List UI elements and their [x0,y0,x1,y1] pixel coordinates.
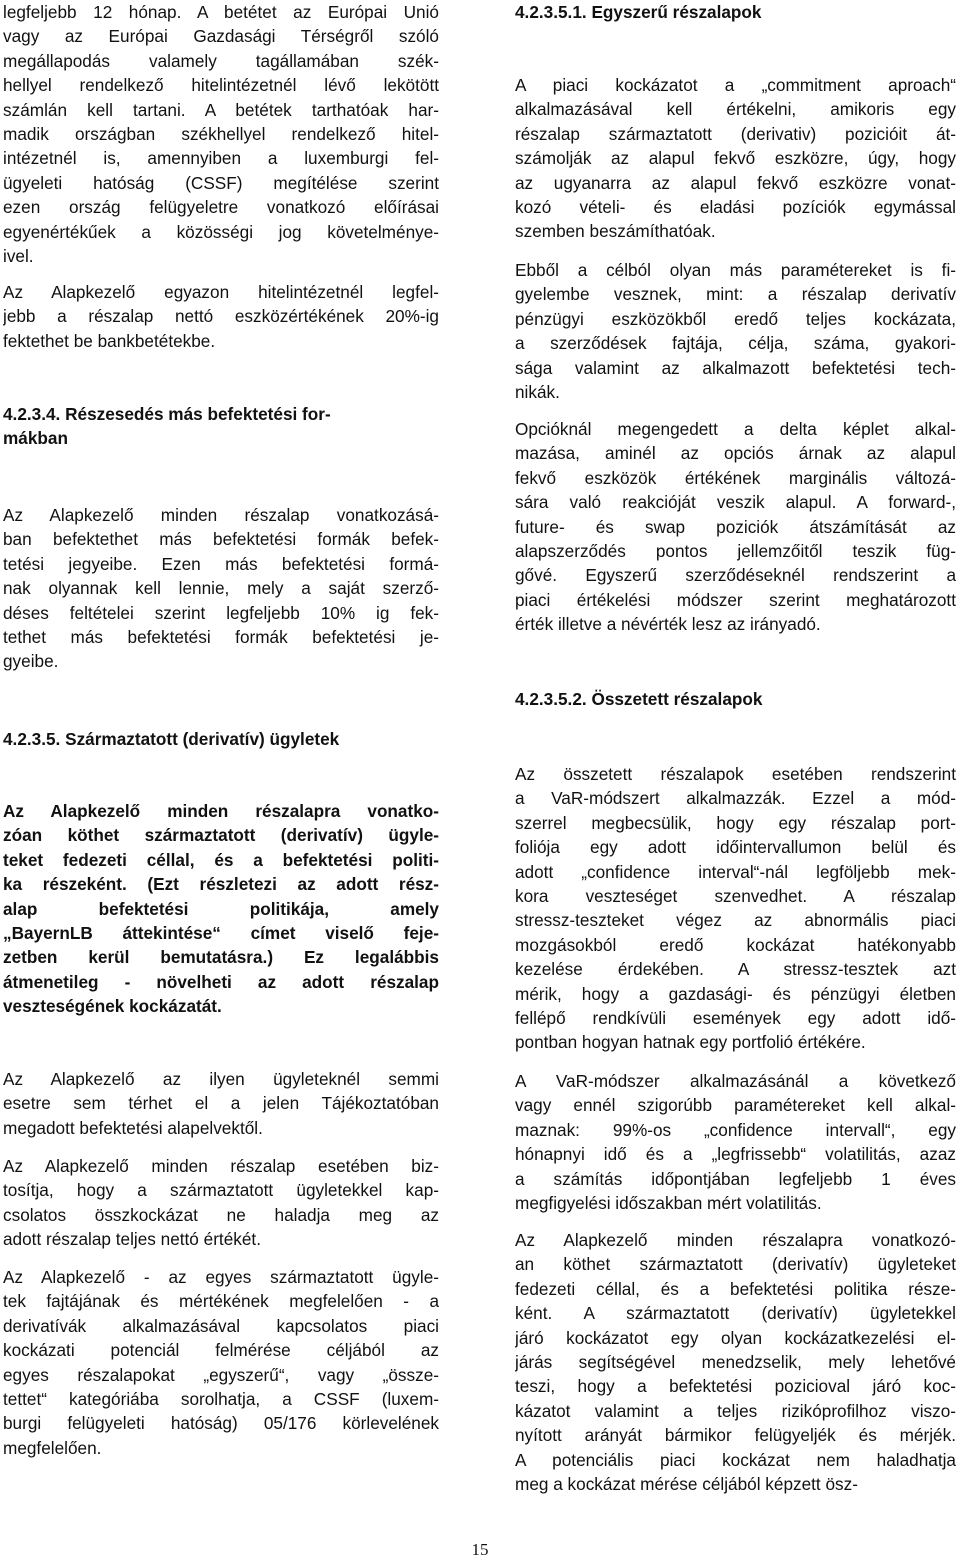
text-line: tetési jegyeibe. Ezen más befektetési formá- [3,553,439,574]
text-line: Az Alapkezelő minden részalapra vonatkozó- [515,1230,956,1250]
text-line: future- és swap poziciók átszámítását az [515,516,956,537]
heading-4-2-3-5 [3,727,439,751]
text-line: 4.2.3.5.2. Összetett részalapok [515,689,763,709]
text-line: A VaR-módszer alkalmazásánál a következő [515,1071,956,1091]
text-line: a VaR-módszert alkalmazzák. Ezzel a mód- [515,788,956,809]
text-line: fedezeti céllal, és a befektetési politika része- [515,1278,956,1299]
text-line: átmenetileg - növelheti az adott részalap [3,971,439,992]
paragraph-derivatives-bold [3,799,439,1019]
text-line: gyeibe. [3,651,59,672]
text-line: egyes részalapokat „egyszerű“, vagy „össze- [3,1364,439,1385]
text-line: foliója egy adott időintervallumon belül és [515,837,956,858]
paragraph-investment-principles [3,1067,439,1140]
text-line: kázatot valamint a teljes rizikóprofilhoz viszo- [515,1400,956,1421]
text-line: Az Alapkezelő az ilyen ügyleteknél semmi [3,1069,439,1089]
text-line: A potenciális piaci kockázat nem haladhatja [515,1449,956,1470]
text-line: déses feltételei szerint legfeljebb 10% ig fek- [3,602,439,623]
text-line: jebb a részalap nettó eszközértékének 20%-ig [3,306,439,327]
text-line: hónapnyi idő és a „legfrissebb“ volatilitás, azaz [515,1144,956,1165]
text-line: Az Alapkezelő - az egyes származtatott ügyle- [3,1267,439,1287]
text-line: „BayernLB áttekintése“ címet viselő feje- [3,922,439,943]
text-line: adott részalap teljes nettó értékét. [3,1229,261,1250]
text-line: an köthet származtatott (derivatív) ügyleteket [515,1254,956,1275]
text-line: maznak: 99%-os „confidence intervall“, egy [515,1119,956,1140]
text-line: mozgásokból eredő kockázat hatékonyabb [515,934,956,955]
text-line: ügyeleti hatóság (CSSF) megítélése szerint [3,172,439,193]
text-line: vagy ennél szigorúbb paramétereket kell alkal- [515,1095,956,1116]
paragraph-risk-management [515,1228,956,1496]
text-line: tek fajtájának és mértékének megfelelően - a [3,1291,439,1312]
text-line: 4.2.3.5.1. Egyszerű részalapok [515,2,762,22]
paragraph-parameters [515,258,956,404]
text-line: Az Alapkezelő egyazon hitelintézetnél legfel- [3,282,439,302]
paragraph-risk-categories [3,1265,439,1460]
paragraph-total-exposure [3,1154,439,1252]
text-line: mérik, hogy a gazdasági- és pénzügyi életben [515,983,956,1004]
text-line: egyenértékűek a közösségi jog követelménye- [3,221,439,242]
paragraph-deposits [3,0,439,268]
text-line: megállapodás valamely tagállamában szék- [3,50,439,71]
text-line: Opcióknál megengedett a delta képlet alkal- [515,419,956,439]
text-line: mazása, aminél az opciós árnak az alapul [515,443,956,464]
text-line: megfelelően. [3,1437,102,1458]
text-line: nak olyannak kell lennie, mely a saját szerző- [3,578,439,599]
heading-4-2-3-4 [3,402,439,451]
text-line: 4.2.3.4. Részesedés más befektetési for- [3,404,331,424]
text-line: zetben kerül bemutatásra.) Ez legalábbis [3,947,439,968]
text-line: Az Alapkezelő minden részalap esetében biz- [3,1156,439,1176]
paragraph-var-method [515,762,956,1055]
paragraph-var-parameters [515,1069,956,1215]
text-line: járás segítségével menedzselik, mely lehetővé [515,1351,956,1372]
text-line: zóan köthet származtatott (derivatív) ügyle- [3,825,439,846]
page-number: 15 [471,1540,489,1559]
text-line: tethet más befektetési formák befektetési je- [3,626,439,647]
text-line: ezen ország felügyeletre vonatkozó előírásai [3,197,439,218]
text-line: megfigyelési időszakban mért volatilitás. [515,1192,822,1213]
text-line: tosítja, hogy a származtatott ügyletekkel kap- [3,1180,439,1201]
text-line: sága valamint az alkalmazott befektetési tech- [515,357,956,378]
paragraph-commitment-approach [515,73,956,244]
text-line: ban befektethet más befektetési formák befek- [3,529,439,550]
text-line: a számítás időpontjában legfeljebb 1 éves [515,1168,956,1189]
text-line: szemben beszámíthatóak. [515,221,716,242]
text-line: derivatívák alkalmazásával kapcsolatos piaci [3,1315,439,1336]
text-line: intézetnél is, amennyiben a luxemburgi fel- [3,148,439,169]
text-line: megadott befektetési alapelvektől. [3,1117,263,1138]
text-line: a szerződések fajtája, célja, száma, gyakori- [515,333,956,354]
text-line: teszi, hogy a befektetési pozicioval járó koc- [515,1376,956,1397]
paragraph-deposit-limit [3,280,439,353]
text-line: Az összetett részalapok esetében rendszerint [515,764,956,784]
text-line: szerrel megbecsülik, hogy egy részalap port- [515,812,956,833]
text-line: pénzügyi eszközökből eredő teljes kockázata, [515,308,956,329]
text-line: legfeljebb 12 hónap. A betétet az Európai Unió [3,2,439,22]
text-line: alapszerződés pontos jellemzőitől teszik füg- [515,540,956,561]
text-line: gővé. Egyszerű szerződéseknél rendszerint a [515,565,956,586]
text-line: tettet“ kategóriába sorolhatja, a CSSF (luxem- [3,1388,439,1409]
text-line: piaci értékelési módszer szerint meghatározott [515,589,956,610]
text-line: adott „confidence interval“-nál legföljebb mek- [515,861,956,882]
text-line: hellyel rendelkező hitelintézetnél lévő lekötött [3,75,439,96]
text-line: részalap származtatott (derivativ) pozicióit át- [515,123,956,144]
text-line: fellépő rendkívüli események egy adott idő- [515,1007,956,1028]
text-line: ivel. [3,245,34,266]
text-line: sára való reakcióját veszik alapul. A forward-, [515,492,956,513]
text-line: számlán kell tartani. A betétek tarthatóak har- [3,99,439,120]
paragraph-other-investment-forms [3,503,439,674]
text-line: fekvő eszközök értékének marginális változá- [515,467,956,488]
text-line: ka részeként. (Ezt részletezi az adott rész- [3,874,439,895]
text-line: nikák. [515,381,560,402]
text-line: mákban [3,428,68,449]
text-line: az ugyanarra az alapul fekvő eszközre vonat- [515,172,956,193]
text-line: ként. A származtatott (derivatív) ügyletekkel [515,1303,956,1324]
text-line: alap befektetési politikája, amely [3,898,439,919]
text-line: esetre sem térhet el a jelen Tájékoztatóban [3,1093,439,1114]
heading-4-2-3-5-2 [515,687,956,711]
text-line: kora veszteséget szenvedhet. A részalap [515,885,956,906]
text-line: meg a kockázat mérése céljából képzett ösz- [515,1473,858,1494]
text-line: A piaci kockázatot a „commitment aproach“ [515,75,956,95]
text-line: Ebből a célból olyan más paramétereket is fi- [515,260,956,280]
text-line: stressz-teszteket végez az abnormális piaci [515,910,956,931]
text-line: kockázati potenciál felmérése céljából az [3,1340,439,1361]
text-line: számolják az alapul fekvő eszközre, úgy, hogy [515,148,956,169]
text-line: gyelembe vesznek, mint: a részalap derivatív [515,284,956,305]
text-line: érték illetve a névérték lesz az irányadó. [515,614,821,635]
text-line: nyított arányát bármikor felügyeljék és mérjék. [515,1425,956,1446]
text-line: fektethet be bankbetétekbe. [3,330,216,351]
text-line: Az Alapkezelő minden részalap vonatkozásá- [3,505,439,525]
text-line: kozó vételi- és eladási pozíciók egymással [515,196,956,217]
text-line: pontban hogyan hatnak egy portfolió értékére. [515,1032,866,1053]
text-line: veszteségének kockázatát. [3,996,222,1017]
text-line: Az Alapkezelő minden részalapra vonatko- [3,801,439,821]
text-line: 4.2.3.5. Származtatott (derivatív) ügyletek [3,729,340,749]
text-line: teket fedezeti céllal, és a befektetési politi- [3,849,439,870]
text-line: madik országban székhellyel rendelkező hitel- [3,123,439,144]
text-line: burgi felügyeleti hatóság) 05/176 körlevelének [3,1413,439,1434]
heading-4-2-3-5-1 [515,0,956,24]
text-line: vagy az Európai Gazdasági Térségről szóló [3,26,439,47]
text-line: csolatos összkockázat ne haladja meg az [3,1204,439,1225]
text-line: járó kockázatot egy olyan kockázatkezelési el- [515,1327,956,1348]
text-line: kezelése érdekében. A stressz-tesztek azt [515,959,956,980]
paragraph-options-delta [515,417,956,637]
text-line: alkalmazásával kell értékelni, amikoris egy [515,99,956,120]
